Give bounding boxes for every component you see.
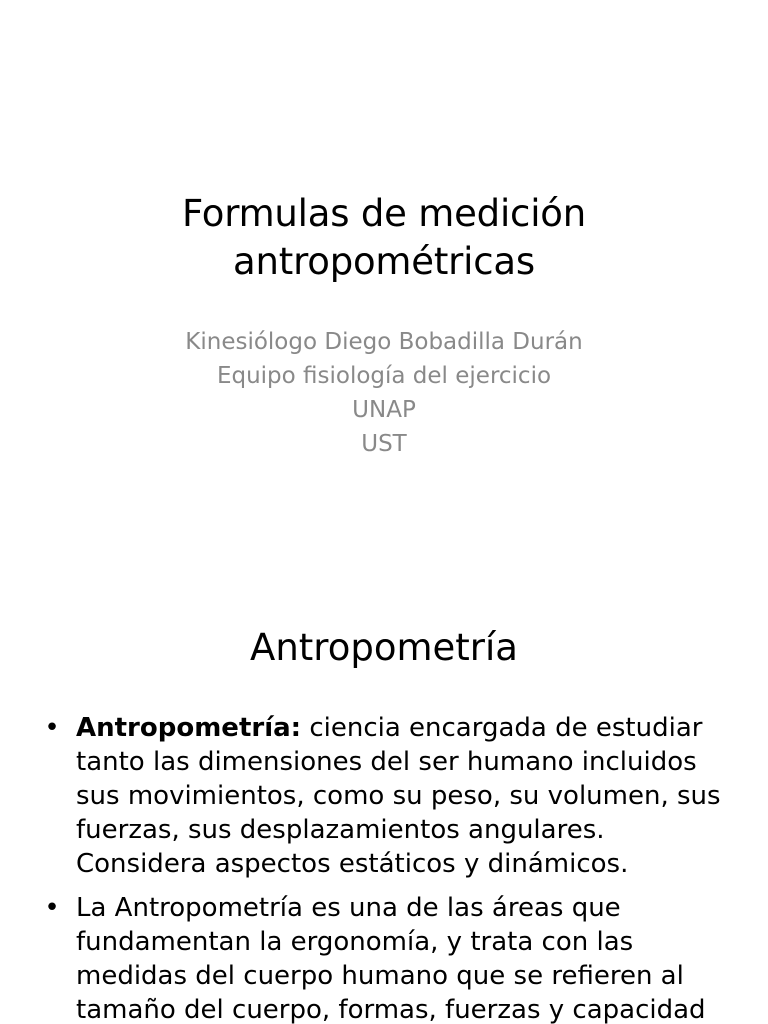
list-item [42, 891, 732, 1024]
bullet-dot-icon: • [44, 713, 60, 743]
subtitle-team: Equipo fisiología del ejercicio [216, 363, 552, 389]
bullet-text: ciencia encargada de estudiar tanto las dimensiones del ser humano incluidos sus movimientos, como su peso, su volumen, sus fuerzas, sus desplazamientos angulares. Considera aspectos estáticos y dinámicos. [76, 713, 721, 879]
bullet-list [42, 711, 732, 1024]
subtitle-institution: UST [361, 431, 407, 457]
bullet-dot-icon: • [44, 893, 60, 923]
content-slide [0, 576, 768, 1024]
bullet-text: La Antropometría es una de las áreas que fundamentan la ergonomía, y trata con las medidas del cuerpo humano que se refieren al tamaño del cuerpo, formas, fuerzas y capacidad [76, 893, 706, 1024]
slide-title: Antropometría [250, 626, 518, 669]
subtitle-author: Kinesiólogo Diego Bobadilla Durán [185, 329, 583, 355]
list-item [42, 711, 732, 881]
title-line: Formulas de medición [182, 192, 586, 235]
slide-subtitle [0, 325, 768, 461]
bullet-term: Antropometría: [76, 713, 302, 743]
slide-title [0, 190, 768, 286]
subtitle-institution: UNAP [352, 397, 416, 423]
title-line: antropométricas [233, 240, 535, 283]
